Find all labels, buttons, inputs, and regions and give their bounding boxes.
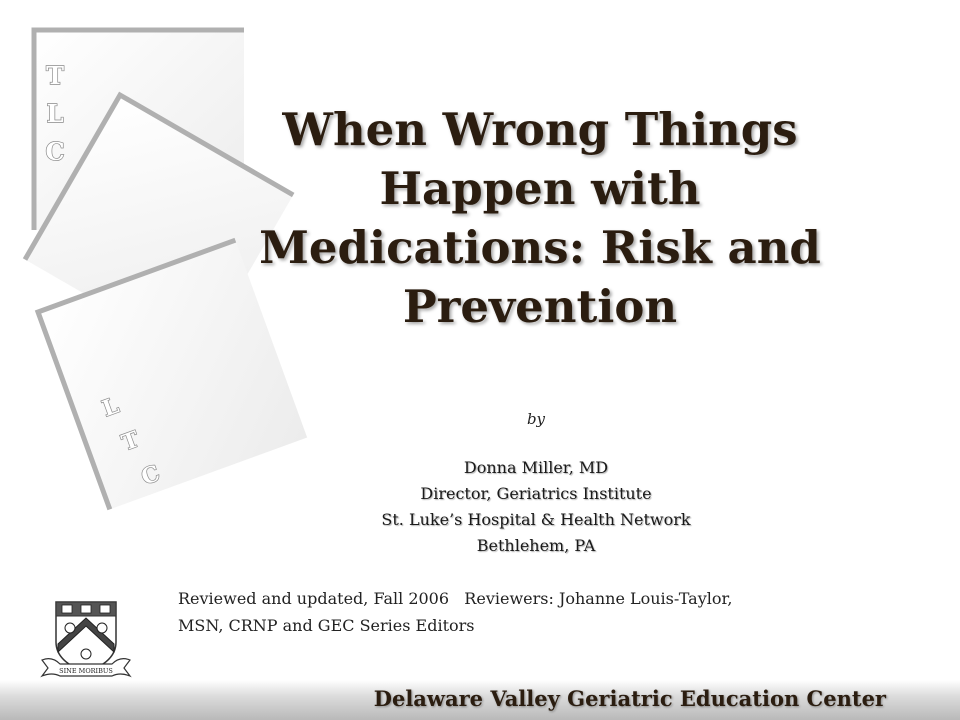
title-line-2: Happen with xyxy=(379,162,701,215)
byline: by xyxy=(526,410,546,428)
review-note xyxy=(178,585,878,639)
author-role: Director, Geriatrics Institute xyxy=(420,484,652,503)
slide-title xyxy=(180,100,900,336)
letter-l-top: L xyxy=(46,99,64,128)
title-line-4: Prevention xyxy=(402,280,678,333)
review-note-line-2: MSN, CRNP and GEC Series Editors xyxy=(178,616,475,635)
title-line-1: When Wrong Things xyxy=(282,103,798,156)
author-location: Bethlehem, PA xyxy=(476,536,596,555)
letter-c-top: C xyxy=(45,137,65,166)
author-name: Donna Miller, MD xyxy=(463,458,609,477)
crest-motto: SINE MORIBUS xyxy=(59,667,113,675)
author-organization: St. Luke’s Hospital & Health Network xyxy=(381,510,691,529)
university-crest-logo xyxy=(38,598,134,682)
author-block xyxy=(336,455,736,559)
review-note-line-1: Reviewed and updated, Fall 2006 Reviewers: Johanne Louis-Taylor, xyxy=(178,589,733,608)
title-line-3: Medications: Risk and xyxy=(259,221,821,274)
letter-c-diag: C xyxy=(137,460,164,491)
footer-organization: Delaware Valley Geriatric Education Center xyxy=(373,686,886,711)
letter-l-diag: L xyxy=(98,392,123,423)
letter-t-diag: T xyxy=(118,426,143,457)
letter-t-top: T xyxy=(46,61,64,90)
